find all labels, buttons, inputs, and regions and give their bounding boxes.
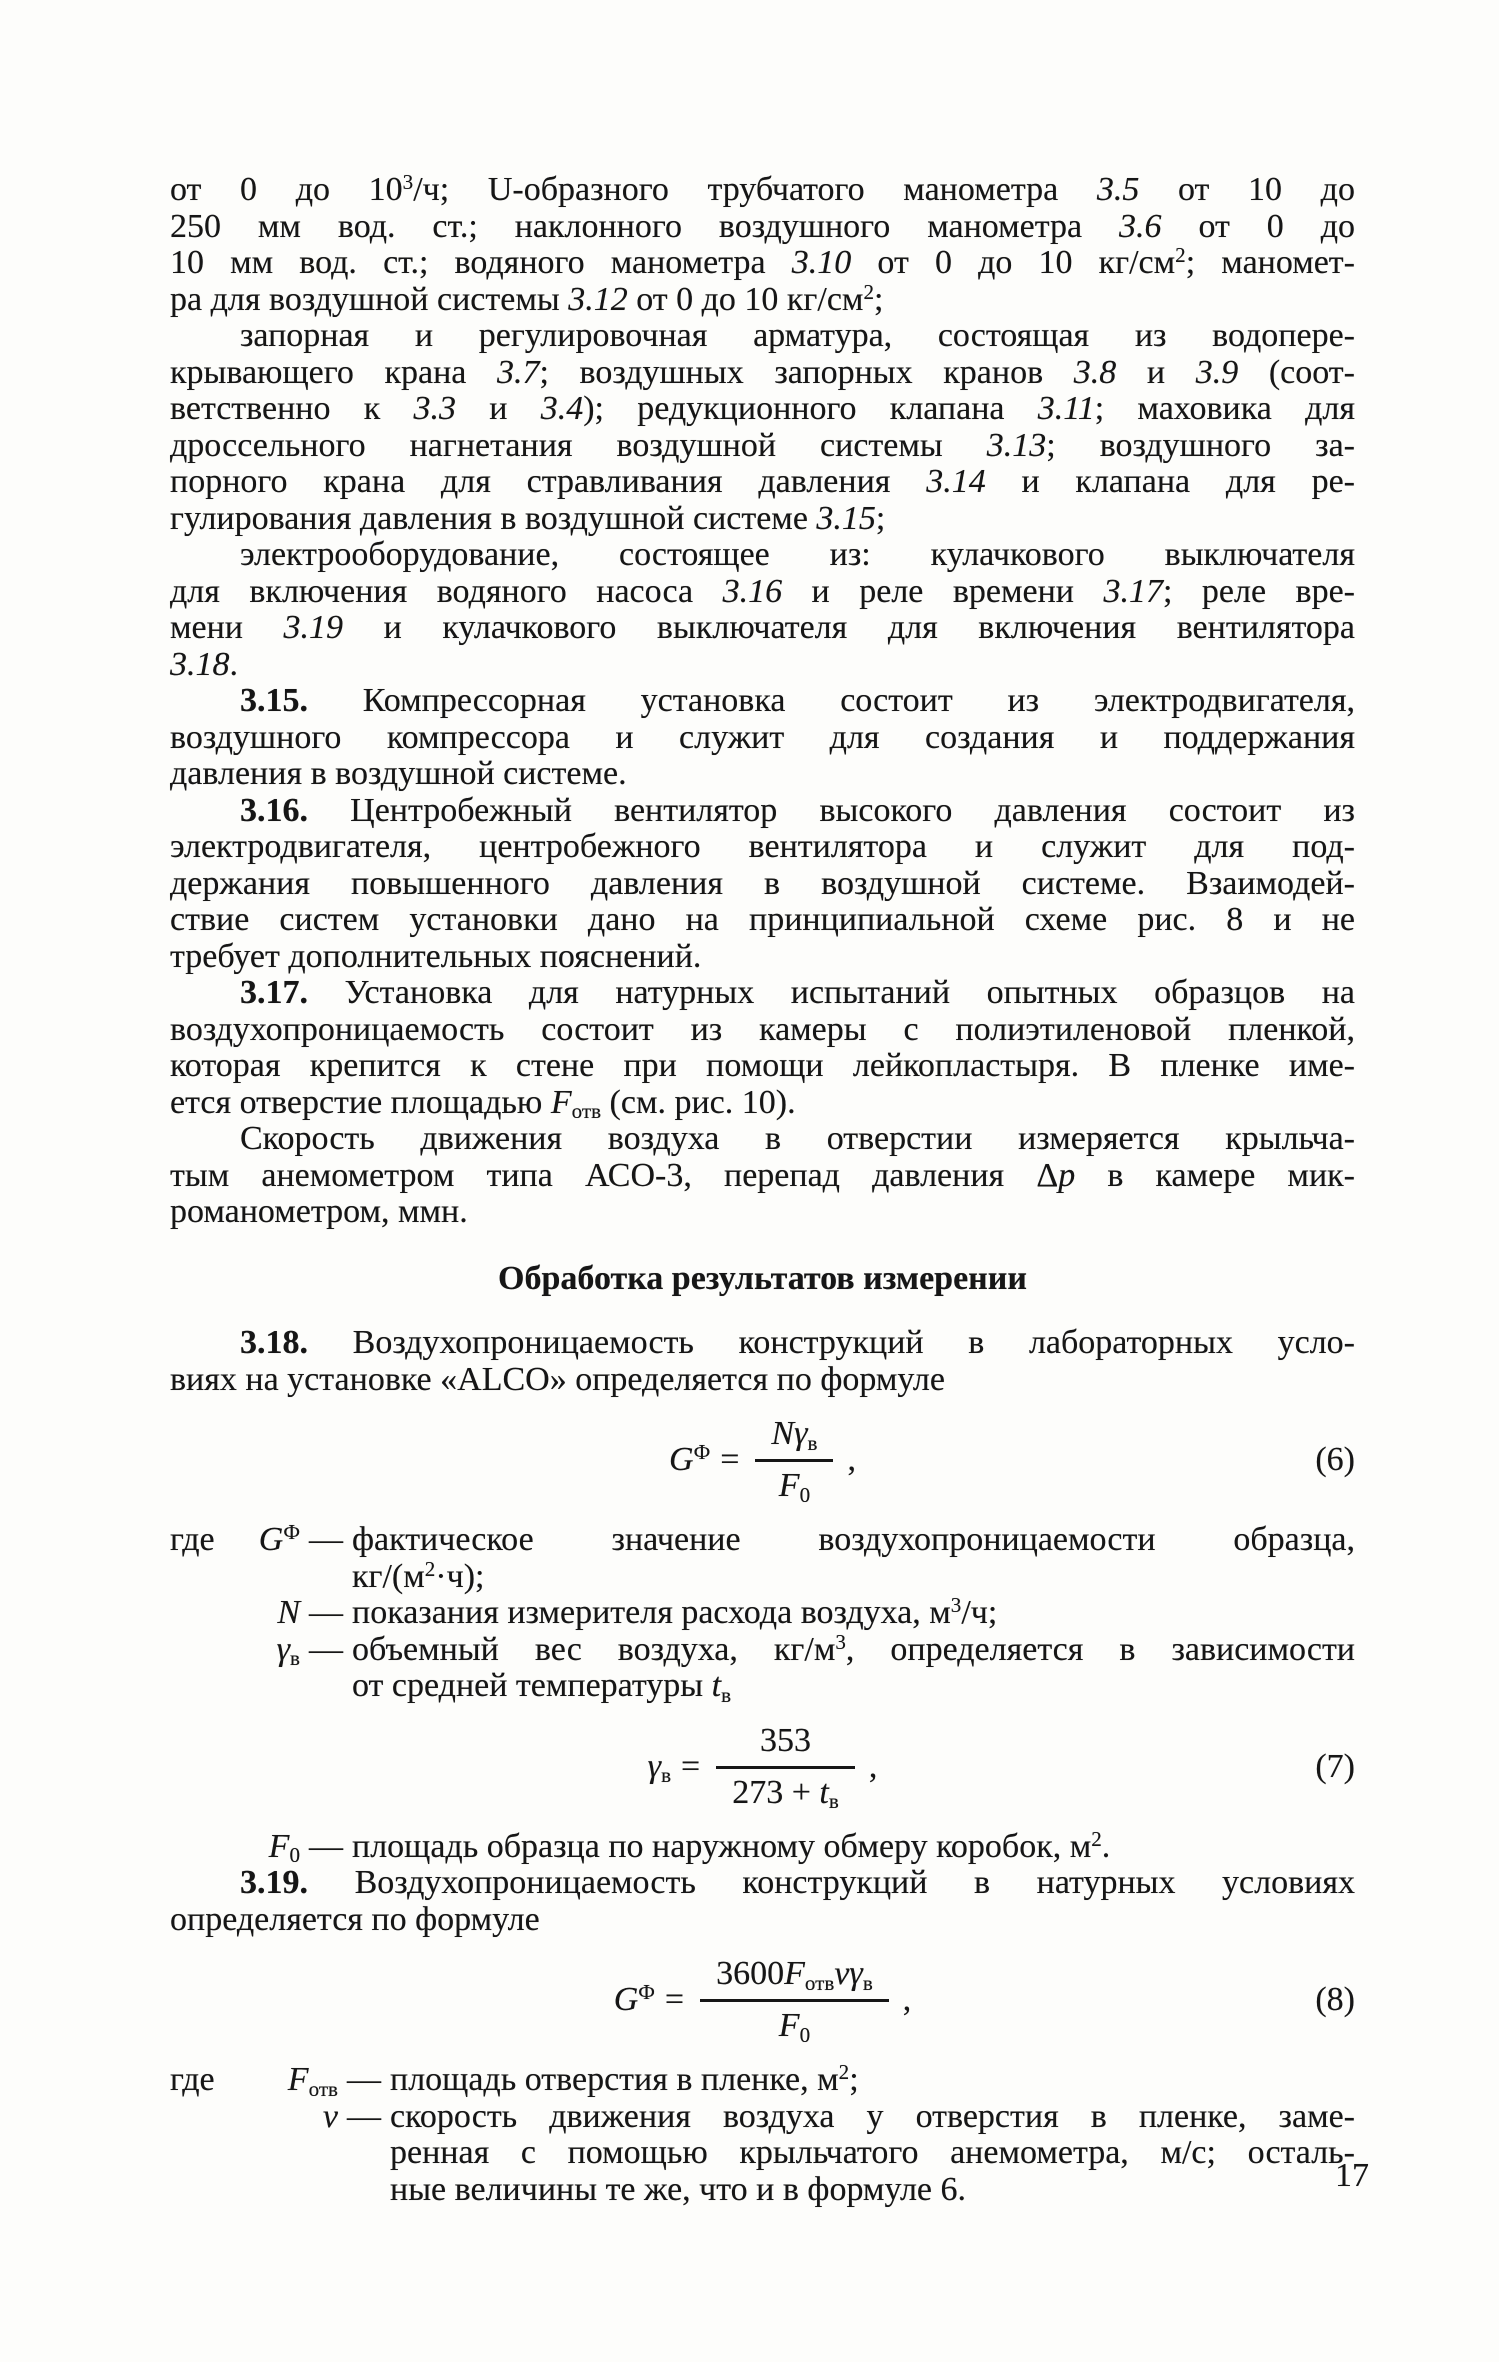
text-run: 2 bbox=[424, 1556, 436, 1581]
text-run: 3.19. bbox=[240, 1864, 308, 1901]
text-run: ·ч); bbox=[435, 1557, 485, 1595]
text-line bbox=[170, 1158, 1355, 1195]
text-run: определяется по формуле bbox=[170, 1900, 540, 1938]
text-run: отв bbox=[308, 2076, 338, 2101]
definition-variable bbox=[323, 2099, 338, 2136]
equation bbox=[648, 1721, 878, 1813]
text-run: от 0 до 10 кг/см bbox=[851, 244, 1176, 281]
text-run: от 10 до bbox=[1139, 171, 1355, 208]
text-run: F bbox=[784, 1955, 805, 1992]
equation-tail: , bbox=[902, 1981, 912, 2018]
text-run: электрооборудование, состоящее из: кулачкового выключателя bbox=[240, 536, 1355, 573]
text-line bbox=[170, 209, 1355, 246]
text-run: ; маховика для bbox=[1094, 390, 1355, 427]
text-run: 3.17. bbox=[240, 974, 308, 1011]
definition-term bbox=[170, 1522, 300, 1559]
text-line bbox=[170, 1362, 1355, 1399]
equation-tail: , bbox=[847, 1441, 856, 1478]
text-line bbox=[170, 355, 1355, 392]
text-run: ные величины те же, что и в формуле 6. bbox=[390, 2170, 967, 2208]
text-run: площадь отверстия в пленке, м bbox=[390, 2061, 839, 2098]
definition-prefix: где bbox=[170, 2061, 215, 2098]
text-line bbox=[170, 610, 1355, 647]
text-run: ветственно к bbox=[170, 390, 414, 427]
text-run: 2 bbox=[863, 279, 874, 304]
definition-body bbox=[390, 2062, 1355, 2099]
text-line bbox=[170, 318, 1355, 355]
definition-body bbox=[352, 1522, 1355, 1595]
text-run: Ф bbox=[283, 1520, 300, 1545]
text-run: ; реле вре- bbox=[1162, 572, 1355, 610]
definition-variable bbox=[259, 1522, 300, 1559]
equation bbox=[614, 1954, 912, 2046]
definition-variable bbox=[277, 1595, 300, 1632]
section-heading bbox=[170, 1261, 1355, 1298]
text-run: G bbox=[669, 1441, 694, 1478]
text-run: в bbox=[862, 1970, 873, 1995]
text-run: F bbox=[268, 1827, 290, 1865]
paragraph bbox=[170, 1121, 1355, 1231]
text-run: Ф bbox=[638, 1980, 655, 2005]
definition-row bbox=[170, 1826, 1355, 1868]
formula-7 bbox=[170, 1721, 1355, 1813]
text-run: тым анемометром типа АСО-3, перепад давления bbox=[170, 1156, 1037, 1194]
text-run: ; воздушных запорных кранов bbox=[539, 353, 1074, 391]
definition-row bbox=[170, 2099, 1355, 2209]
text-run: F bbox=[778, 1467, 800, 1504]
definition-variable bbox=[288, 2062, 338, 2099]
text-run: 10 мм вод. ст.; водяного манометра bbox=[170, 244, 792, 281]
definition-body bbox=[352, 1595, 1355, 1632]
text-run: в bbox=[807, 1430, 818, 1455]
text-run: от 0 до bbox=[1161, 207, 1356, 245]
text-run: отв bbox=[804, 1970, 835, 1995]
paragraph bbox=[170, 1865, 1355, 1938]
text-run: ра для воздушной системы bbox=[170, 280, 569, 318]
text-run: кг/(м bbox=[352, 1557, 425, 1595]
text-line bbox=[170, 939, 1355, 976]
text-run: романометром, ммн. bbox=[170, 1193, 468, 1230]
text-run: 3.14 bbox=[926, 463, 986, 500]
page-number: 17 bbox=[1335, 2157, 1369, 2194]
text-line bbox=[170, 1012, 1355, 1049]
fraction-denominator bbox=[755, 1459, 833, 1506]
text-run: отв bbox=[571, 1099, 602, 1124]
text-run: крывающего крана bbox=[170, 353, 497, 391]
text-run: мени bbox=[170, 609, 284, 646]
text-line bbox=[390, 2062, 1355, 2099]
text-run: 3.15 bbox=[816, 499, 876, 537]
definition-variable bbox=[269, 1829, 300, 1866]
equation-number: (7) bbox=[1315, 1747, 1355, 1785]
text-run: . bbox=[229, 645, 238, 683]
text-run: ); редукционного клапана bbox=[583, 390, 1038, 427]
text-run: N bbox=[277, 1594, 300, 1631]
text-run: от 0 до 10 кг/см bbox=[627, 280, 864, 318]
text-run: и клапана для ре- bbox=[985, 463, 1355, 500]
text-run: 3.19 bbox=[283, 609, 344, 646]
text-run: в bbox=[290, 1646, 300, 1671]
text-line bbox=[170, 793, 1355, 830]
equation-lhs bbox=[614, 1980, 655, 2020]
text-run: ренная с помощью крыльчатого анемометра, м/с; осталь- bbox=[390, 2134, 1355, 2171]
text-run: 3.15. bbox=[240, 682, 308, 719]
text-run: t bbox=[711, 1667, 722, 1704]
text-line bbox=[170, 1194, 1355, 1231]
text-line bbox=[170, 1085, 1355, 1122]
text-run: 3.10 bbox=[791, 244, 852, 281]
paragraph bbox=[170, 1325, 1355, 1398]
text-run: 2 bbox=[838, 2060, 850, 2085]
text-run: 3.8 bbox=[1073, 353, 1117, 391]
text-run: 2 bbox=[1091, 1826, 1102, 1851]
text-run: Ф bbox=[693, 1440, 711, 1465]
text-run: требует дополнительных пояснений. bbox=[170, 937, 702, 975]
definition-dash: — bbox=[347, 2097, 381, 2135]
text-run: 3.16. bbox=[240, 791, 308, 829]
text-run: 3.18. bbox=[240, 1324, 308, 1361]
text-run: площадь образца по наружному обмеру коробок, м bbox=[352, 1827, 1092, 1865]
text-run: и bbox=[1116, 353, 1196, 391]
text-run: G bbox=[258, 1521, 284, 1558]
text-run: и реле времени bbox=[782, 572, 1104, 610]
text-line bbox=[170, 172, 1355, 209]
text-line bbox=[170, 501, 1355, 538]
text-line bbox=[170, 464, 1355, 501]
fraction bbox=[700, 1954, 889, 2046]
equation-lhs bbox=[648, 1747, 671, 1787]
equation-number: (8) bbox=[1315, 1981, 1355, 2018]
text-run: Δ bbox=[1036, 1156, 1059, 1194]
text-line bbox=[170, 1121, 1355, 1158]
text-run: электродвигателя, центробежного вентилятора и служит для под- bbox=[170, 828, 1355, 865]
definition-variable bbox=[277, 1632, 300, 1669]
text-run: Компрессорная установка состоит из электродвигателя, bbox=[308, 682, 1355, 719]
text-run: 3.18 bbox=[170, 645, 230, 683]
text-run: γ bbox=[647, 1747, 662, 1785]
text-line bbox=[170, 279, 1355, 319]
fraction-denominator bbox=[700, 1999, 889, 2046]
text-run: γ bbox=[794, 1415, 808, 1452]
text-run: объемный вес воздуха, кг/м bbox=[352, 1630, 836, 1668]
text-run: воздухопроницаемость состоит из камеры с полиэтиленовой пленкой, bbox=[170, 1010, 1355, 1048]
text-run: γ bbox=[849, 1955, 863, 1992]
text-run: для включения водяного насоса bbox=[170, 572, 723, 610]
definition-dash: — bbox=[309, 1594, 343, 1631]
text-run: v bbox=[834, 1955, 850, 1992]
text-run: 3.11 bbox=[1037, 390, 1095, 427]
text-run: 0 bbox=[799, 1482, 811, 1507]
text-line bbox=[170, 1902, 1355, 1939]
text-run: γ bbox=[276, 1630, 291, 1668]
definition-body bbox=[352, 1826, 1355, 1866]
text-line bbox=[170, 683, 1355, 720]
fraction bbox=[755, 1414, 833, 1506]
text-line bbox=[352, 1522, 1355, 1559]
text-run: и кулачкового выключателя для включения вентилятора bbox=[343, 609, 1355, 646]
text-line bbox=[170, 902, 1355, 939]
text-run: 3 bbox=[950, 1593, 962, 1618]
text-line bbox=[390, 2172, 1355, 2209]
fraction-numerator bbox=[716, 1721, 855, 1766]
text-run: 3.17 bbox=[1103, 572, 1163, 610]
definition-row bbox=[170, 1629, 1356, 1707]
text-run: 3.3 bbox=[413, 390, 457, 427]
text-run: 3.7 bbox=[496, 353, 540, 391]
text-run: ; bbox=[875, 499, 886, 537]
definition-dash: — bbox=[347, 2061, 381, 2098]
text-run: и bbox=[456, 390, 541, 427]
text-line bbox=[352, 1556, 1355, 1596]
text-run: запорная и регулировочная арматура, состоящая из водопере- bbox=[240, 317, 1355, 354]
text-line bbox=[390, 2135, 1355, 2172]
definition-dash: — bbox=[309, 1827, 343, 1865]
definition-row bbox=[170, 1522, 1355, 1595]
text-run: Воздухопроницаемость конструкций в лабораторных усло- bbox=[308, 1324, 1355, 1361]
text-run: F bbox=[550, 1083, 572, 1121]
text-run: ; bbox=[873, 280, 884, 318]
paragraph bbox=[170, 793, 1355, 976]
text-run: v bbox=[322, 2097, 338, 2135]
definition-row bbox=[170, 1595, 1355, 1632]
text-run: показания измерителя расхода воздуха, м bbox=[352, 1594, 951, 1631]
text-run: Обработка результатов измерении bbox=[498, 1259, 1027, 1297]
text-run: 353 bbox=[760, 1721, 812, 1759]
equation-tail: , bbox=[868, 1747, 878, 1785]
text-run: 3.9 bbox=[1195, 353, 1239, 391]
equation-lhs bbox=[669, 1440, 710, 1480]
fraction-denominator bbox=[716, 1766, 855, 1813]
text-run: в камере мик- bbox=[1075, 1156, 1355, 1194]
definition-term bbox=[170, 2099, 338, 2136]
text-run: которая крепится к стене при помощи лейкопластыря. В пленке име- bbox=[170, 1047, 1355, 1084]
equation-number: (6) bbox=[1315, 1441, 1355, 1478]
text-line bbox=[352, 1668, 1355, 1705]
formula-6 bbox=[170, 1414, 1355, 1506]
text-run: гулирования давления в воздушной системе bbox=[170, 499, 817, 537]
text-run: 3.12 bbox=[568, 280, 628, 318]
text-run: /ч; bbox=[961, 1594, 998, 1631]
text-run: (соот- bbox=[1238, 353, 1355, 391]
definition-row bbox=[170, 2062, 1355, 2099]
text-line bbox=[352, 1629, 1356, 1669]
text-line bbox=[170, 391, 1355, 428]
text-run: 0 bbox=[799, 2022, 811, 2047]
text-line bbox=[170, 720, 1355, 757]
text-run: 3.16 bbox=[722, 572, 783, 610]
text-run: F bbox=[778, 2007, 800, 2044]
text-run: от средней температуры bbox=[352, 1667, 712, 1704]
paragraph bbox=[170, 318, 1355, 537]
text-run: 3.4 bbox=[540, 390, 584, 427]
text-run: . bbox=[1101, 1827, 1111, 1865]
fraction-numerator bbox=[700, 1954, 889, 1999]
text-line bbox=[170, 866, 1355, 903]
text-line bbox=[170, 537, 1355, 574]
text-line bbox=[170, 574, 1355, 611]
text-line bbox=[170, 647, 1355, 684]
text-line bbox=[170, 245, 1355, 282]
text-run: в bbox=[721, 1682, 732, 1707]
text-run: 3.13 bbox=[986, 426, 1047, 464]
text-run: 3.5 bbox=[1096, 171, 1140, 208]
text-run: 3.6 bbox=[1119, 207, 1162, 245]
text-run: воздушного компрессора и служит для создания и поддержания bbox=[170, 718, 1355, 756]
text-run: дроссельного нагнетания воздушной системы bbox=[170, 426, 987, 464]
text-column bbox=[170, 172, 1355, 2208]
text-run: 273 + bbox=[732, 1773, 820, 1811]
definition-body bbox=[352, 1629, 1356, 1707]
text-run: F bbox=[287, 2061, 309, 2098]
text-line bbox=[390, 2099, 1355, 2136]
definition-body bbox=[390, 2099, 1355, 2209]
definition-prefix: где bbox=[170, 1521, 215, 1558]
paragraph bbox=[170, 974, 1355, 1124]
text-run: от 0 до 10 bbox=[170, 171, 403, 208]
text-line bbox=[170, 1048, 1355, 1085]
paragraph bbox=[170, 537, 1355, 683]
text-run: 0 bbox=[289, 1843, 300, 1868]
text-line bbox=[170, 1865, 1355, 1902]
text-run: t bbox=[819, 1773, 829, 1811]
definition-term bbox=[170, 1632, 300, 1669]
paragraph bbox=[170, 172, 1355, 318]
text-line bbox=[170, 756, 1355, 793]
text-run: ; маномет- bbox=[1185, 244, 1355, 281]
text-run: (см. рис. 10). bbox=[601, 1083, 796, 1121]
text-run: /ч; U-образного трубчатого манометра bbox=[413, 171, 1097, 208]
text-run: в bbox=[828, 1789, 839, 1814]
formula-8 bbox=[170, 1954, 1355, 2046]
definition-term bbox=[170, 1829, 300, 1866]
fraction-numerator bbox=[755, 1414, 833, 1459]
text-run: 250 мм вод. ст.; наклонного воздушного манометра bbox=[170, 207, 1120, 245]
definition-dash: — bbox=[309, 1521, 343, 1558]
definition-dash: — bbox=[309, 1630, 343, 1668]
text-run: Скорость движения воздуха в отверстии измеряется крыльча- bbox=[240, 1120, 1355, 1157]
text-run: скорость движения воздуха у отверстия в пленке, заме- bbox=[390, 2097, 1355, 2135]
text-line bbox=[352, 1826, 1355, 1866]
text-run: 3600 bbox=[716, 1955, 785, 1992]
text-run: 3 bbox=[402, 170, 414, 195]
text-run: Воздухопроницаемость конструкций в натурных условиях bbox=[308, 1864, 1355, 1901]
equation bbox=[669, 1414, 856, 1506]
text-run: фактическое значение воздухопроницаемости образца, bbox=[352, 1521, 1355, 1558]
fraction bbox=[716, 1721, 855, 1813]
text-run: ; bbox=[849, 2061, 859, 2098]
text-run: держания повышенного давления в воздушной системе. Взаимодей- bbox=[170, 864, 1355, 902]
text-line bbox=[170, 975, 1355, 1012]
equals-sign: = bbox=[664, 1981, 685, 2018]
definition-term bbox=[170, 2062, 338, 2099]
text-run: , определяется в зависимости bbox=[845, 1630, 1356, 1668]
text-run: ется отверстие площадью bbox=[170, 1083, 551, 1121]
definition-term bbox=[170, 1595, 300, 1632]
text-run: Центробежный вентилятор высокого давления состоит из bbox=[308, 791, 1355, 829]
text-run: Установка для натурных испытаний опытных образцов на bbox=[308, 974, 1355, 1011]
text-run: p bbox=[1058, 1156, 1076, 1194]
text-line bbox=[170, 829, 1355, 866]
text-line bbox=[170, 428, 1355, 465]
equals-sign: = bbox=[720, 1441, 740, 1478]
text-line bbox=[170, 1325, 1355, 1362]
text-run: в bbox=[661, 1763, 672, 1788]
text-run: G bbox=[613, 1981, 639, 2018]
text-run: N bbox=[771, 1415, 795, 1452]
equals-sign: = bbox=[681, 1747, 701, 1785]
text-line bbox=[352, 1595, 1355, 1632]
text-run: 2 bbox=[1175, 243, 1186, 268]
text-run: ; воздушного за- bbox=[1046, 426, 1355, 464]
text-run: ствие систем установки дано на принципиальной схеме рис. 8 и не bbox=[170, 901, 1355, 938]
text-run: давления в воздушной системе. bbox=[170, 755, 627, 792]
paragraph bbox=[170, 683, 1355, 793]
text-run: 3 bbox=[835, 1629, 846, 1654]
text-run: виях на установке «ALCO» определяется по формуле bbox=[170, 1360, 945, 1398]
text-run: порного крана для стравливания давления bbox=[170, 463, 927, 500]
